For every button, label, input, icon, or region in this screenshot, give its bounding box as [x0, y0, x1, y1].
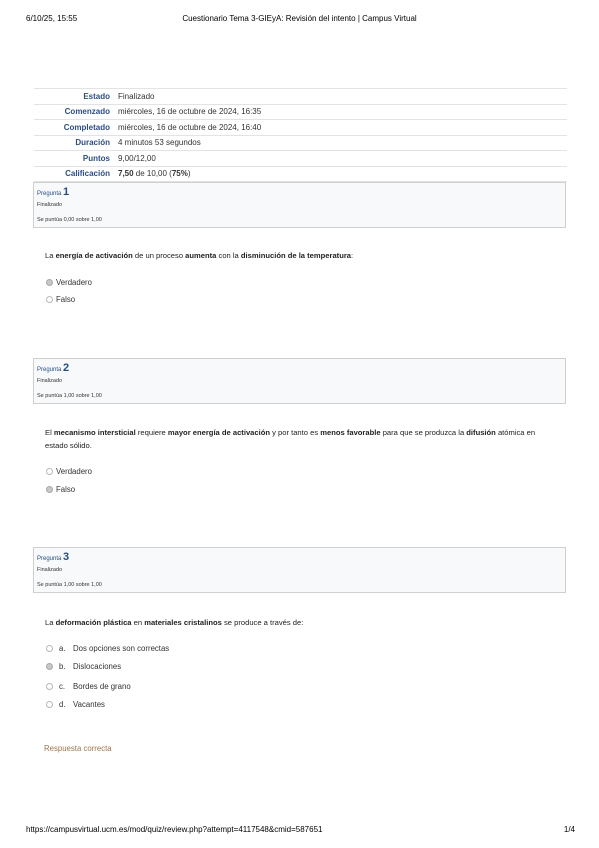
question-grade: Se puntúa 0,00 sobre 1,00 [37, 217, 102, 223]
print-page-title: Cuestionario Tema 3-GIEyA: Revisión del intento | Campus Virtual [182, 14, 417, 23]
summary-key: Puntos [34, 151, 114, 167]
summary-value: 9,00/12,00 [114, 151, 567, 167]
question-text-emphasis: menos favorable [320, 428, 381, 437]
question-state: Finalizado [37, 378, 63, 384]
radio-button[interactable] [46, 683, 53, 690]
radio-button[interactable] [46, 701, 53, 708]
question-grade: Se puntúa 1,00 sobre 1,00 [37, 582, 102, 588]
summary-row [34, 135, 567, 151]
answer-option[interactable] [46, 661, 121, 673]
question-info-box [33, 358, 566, 404]
option-letter: b. [59, 662, 66, 671]
grade-value-cell [114, 166, 567, 182]
question-state: Finalizado [37, 202, 63, 208]
summary-row [34, 104, 567, 120]
feedback-text: Respuesta correcta [44, 744, 112, 753]
question-text-emphasis: materiales cristalinos [144, 618, 222, 627]
summary-value: miércoles, 16 de octubre de 2024, 16:35 [114, 104, 567, 120]
summary-key: Estado [34, 89, 114, 105]
radio-button[interactable] [46, 486, 53, 493]
radio-button[interactable] [46, 663, 53, 670]
summary-key: Duración [34, 135, 114, 151]
summary-value: miércoles, 16 de octubre de 2024, 16:40 [114, 120, 567, 136]
answer-option[interactable] [46, 294, 75, 306]
question-number [37, 186, 69, 198]
option-label: Bordes de grano [73, 682, 131, 691]
question-text: El mecanismo intersticial requiere mayor energía de activación y por tanto es menos favorable para que se produzca la difusión atómica en estado sólido. [45, 428, 536, 450]
grade-out-of: de 10,00 ( [133, 169, 172, 179]
option-label: Falso [56, 485, 76, 494]
summary-value: Finalizado [114, 89, 567, 105]
question-text-emphasis: mayor energía de activación [167, 428, 270, 437]
answer-option[interactable] [46, 277, 92, 289]
print-header [0, 14, 599, 26]
summary-row [34, 151, 567, 167]
question-number [37, 362, 69, 374]
summary-key: Calificación [34, 166, 114, 182]
question-label: Pregunta [37, 191, 62, 197]
question-text-emphasis: mecanismo intersticial [53, 428, 136, 437]
grade-value: 7,50 [118, 169, 134, 179]
option-letter: d. [59, 700, 66, 709]
summary-row [34, 120, 567, 136]
answer-option[interactable] [46, 643, 169, 655]
question-number-value: 3 [63, 551, 70, 563]
question-text-emphasis: difusión [466, 428, 496, 437]
summary-row-grade [34, 166, 567, 182]
question-number [37, 551, 69, 563]
question-text-emphasis: deformación plástica [55, 618, 132, 627]
radio-button[interactable] [46, 279, 53, 286]
question-text: La energía de activación de un proceso aumenta con la disminución de la temperatura: [45, 251, 354, 260]
print-footer [0, 825, 599, 837]
page-number: 1/4 [563, 825, 575, 834]
print-datetime: 6/10/25, 15:55 [26, 14, 78, 23]
radio-button[interactable] [46, 468, 53, 475]
option-label: Verdadero [56, 278, 92, 287]
option-label: Falso [56, 295, 76, 304]
summary-value: 4 minutos 53 segundos [114, 135, 567, 151]
question-text: La deformación plástica en materiales cristalinos se produce a través de: [45, 618, 304, 627]
question-number-value: 2 [63, 362, 70, 374]
option-letter: a. [59, 644, 66, 653]
attempt-summary-table [34, 88, 567, 182]
option-label: Dos opciones son correctas [73, 644, 170, 653]
option-letter: c. [59, 682, 66, 691]
answer-option[interactable] [46, 681, 131, 693]
grade-percent: 75% [171, 169, 188, 179]
question-text-emphasis: energía de activación [55, 251, 133, 260]
question-text-emphasis: aumenta [185, 251, 217, 260]
option-label: Vacantes [73, 700, 105, 709]
question-info-box [33, 182, 566, 228]
answer-option[interactable] [46, 466, 92, 478]
summary-key: Comenzado [34, 104, 114, 120]
answer-option[interactable] [46, 699, 105, 711]
question-state: Finalizado [37, 567, 63, 573]
radio-button[interactable] [46, 296, 53, 303]
print-url: https://campusvirtual.ucm.es/mod/quiz/review.php?attempt=4117548&cmid=587651 [26, 825, 323, 834]
question-label: Pregunta [37, 367, 62, 373]
grade-close: ) [187, 169, 191, 179]
option-label: Dislocaciones [73, 662, 122, 671]
answer-option[interactable] [46, 484, 75, 496]
radio-button[interactable] [46, 645, 53, 652]
question-label: Pregunta [37, 556, 62, 562]
question-text-emphasis: disminución de la temperatura [240, 251, 352, 260]
summary-key: Completado [34, 120, 114, 136]
question-number-value: 1 [63, 186, 70, 198]
option-label: Verdadero [56, 467, 92, 476]
question-grade: Se puntúa 1,00 sobre 1,00 [37, 393, 102, 399]
question-info-box [33, 547, 566, 593]
summary-row [34, 89, 567, 105]
